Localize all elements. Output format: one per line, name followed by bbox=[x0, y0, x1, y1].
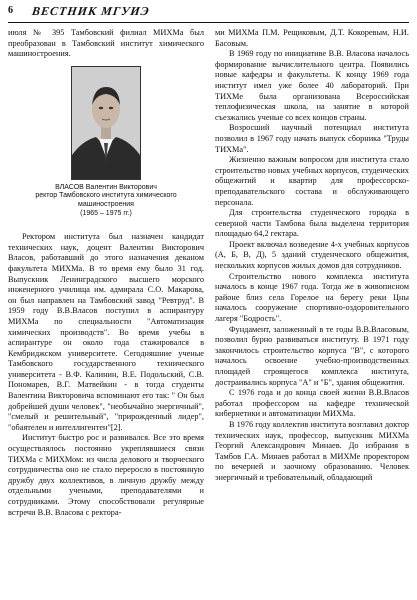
body-paragraph: Институт быстро рос и развивался. Все это время осуществлялось постоянно укреплявшиеся связи ТИХМа с МИХМом: из числа делового и творческого сотрудничества оно не стало переросло в постоянную дружбу двух коллективов, в личную дружбу между отдельными учеными, преподавателями и сотрудниками. Этому способствовали регулярные встречи В.В. Власова с ректора- bbox=[8, 433, 204, 517]
caption-years: (1965 – 1975 гг.) bbox=[80, 209, 132, 217]
right-column bbox=[215, 28, 409, 484]
body-paragraph: Жизненно важным вопросом для института стало строительство новых учебных корпусов, студенческих общежитий и квартир для профессорско-преподавательского состава и обслуживающего персонала. bbox=[215, 155, 409, 207]
journal-title: ВЕСТНИК МГУИЭ bbox=[31, 4, 151, 18]
body-paragraph: Проект включал возведение 4-х учебных корпусов (А, Б, В, Д), 5 зданий студенческого общежития, нескольких корпусов жилых домов для сотрудников. bbox=[215, 239, 409, 271]
page-header bbox=[8, 4, 409, 23]
body-paragraph: Ректором института был назначен кандидат технических наук, доцент Валентин Викторович Власов, работавший до этого назначения деканом факультета МИХМа. В то время ему было 31 год. Выпускник Ленинградского высшего морского инженерного училища им. адмирала С.О. Макарова, он был направлен на Тамбовский завод "Ревтруд". В 1959 году В.В.Власов поступил в аспирантуру МИХМа по специальности "Автоматизация химических производств". Во время учебы в аспирантуре он около года стажировался в Кембриджском университете. Сегодняшние ученые Тамбовского государственного технического университета - В.Ф. Калинин, В.Е. Подольский, С.В. Пономарев, В.Г. Матвейкин - в тогда студенты Валентина Викторовича вспоминают его так: " Он был добрейшей души человек", "необычайно энергичный", "смелый и решительный", "прирожденный лидер", "обаятелен и интеллигентен"[2]. bbox=[8, 232, 204, 432]
body-paragraph: В 1969 году по инициативе В.В. Власова началось формирование вычислительного центра. Появились новые кафедры и факультеты. К концу 1969 года институт имел уже более 40 лабораторий. При ТИХМе была организована Всероссийская теплофизическая школа, на занятие в которой съезжались ученые со всех концов страны. bbox=[215, 49, 409, 122]
body-paragraph: С 1976 года и до конца своей жизни В.В.Власов работал профессором на кафедре технической кибернетики и автоматизации МИХМа. bbox=[215, 388, 409, 419]
body-paragraph: Для строительства студенческого городка в северной части Тамбова была выделена территория площадью 64,2 гектара. bbox=[215, 208, 409, 239]
photo-caption bbox=[8, 184, 204, 218]
intro-paragraph: июля № 395 Тамбовский филиал МИХМа был преобразован в Тамбовский институт химического машиностроения. bbox=[8, 28, 204, 59]
body-paragraph: Строительство нового комплекса института началось в конце 1967 года. Тогда же в живописном районе близ села Горелое на берегу реки Цны началось сооружение спортивно-оздоровительного лагеря "Бодрость". bbox=[215, 271, 409, 324]
page-number: 6 bbox=[8, 5, 13, 16]
left-column bbox=[8, 28, 204, 518]
portrait-photo bbox=[71, 66, 141, 180]
body-paragraph: ми МИХМа П.М. Рещиковым, Д.Т. Кокоревым, Н.И. Басовым. bbox=[215, 28, 409, 48]
body-paragraph: В 1976 году коллектив института возглавил доктор технических наук, профессор, выпускник МИХМа Георгий Александрович Минаев. До избрания в Тамбов Г.А. Минаев работал в МИХМе проректором по вечерней и заочному образованию. Человек энергичный и требовательный, обладающий bbox=[215, 419, 409, 482]
caption-role: ректор Тамбовского института химического машиностроения bbox=[35, 192, 177, 208]
caption-name: ВЛАСОВ Валентин Викторович bbox=[55, 183, 157, 191]
body-paragraph: Возросший научный потенциал института позволил в 1967 году начать выпуск сборника "Труды ТИХМа". bbox=[215, 123, 409, 154]
body-paragraph: Фундамент, заложенный в те годы В.В.Власовым, позволил бурно развиваться институту. В 1971 году закончилось строительство корпуса "В", с которого началось освоение учебно-производственных площадей строящегося комплекса института, достраивались корпуса "А" и "Б", здания общежития. bbox=[215, 324, 409, 387]
